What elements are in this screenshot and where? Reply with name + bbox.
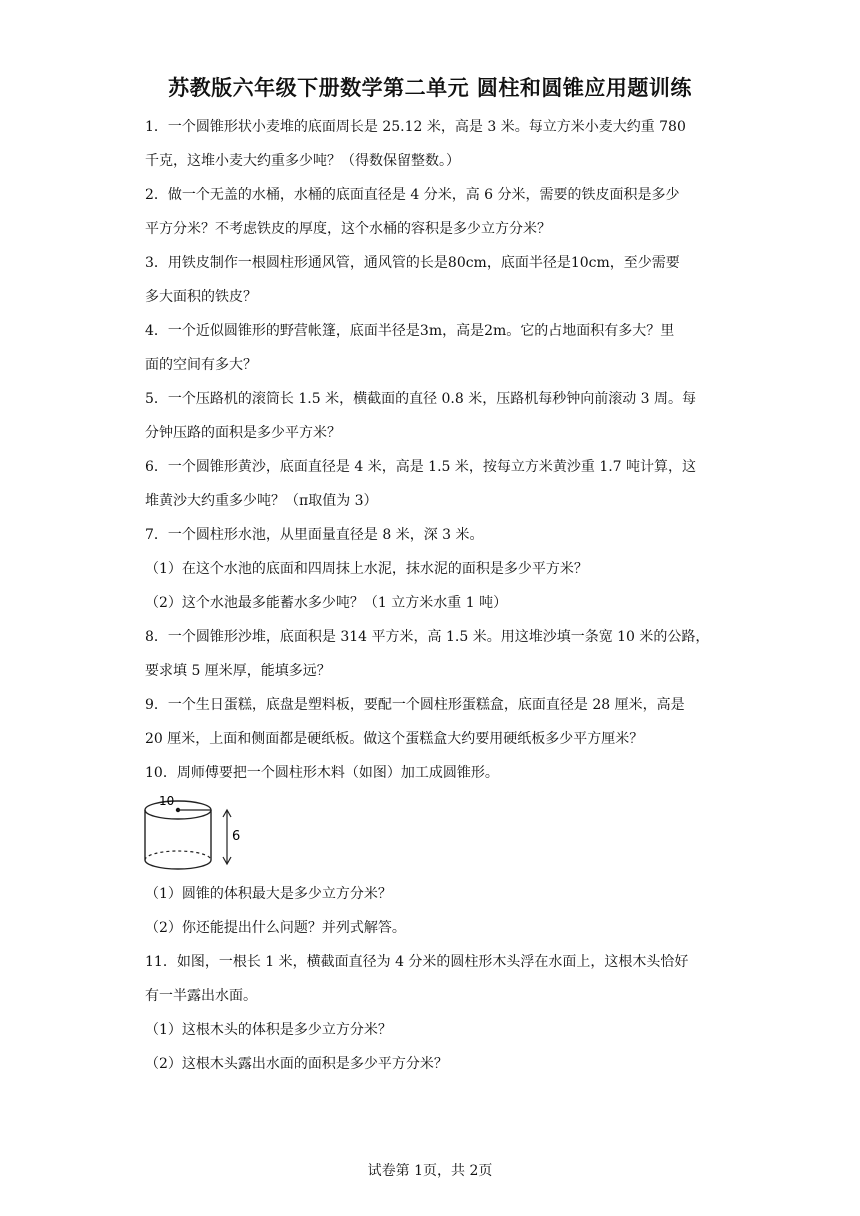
question-8-line-2: 要求填 5 厘米厚，能填多远？ — [145, 663, 331, 679]
question-8-line-1: 8．一个圆锥形沙堆，底面积是 314 平方米，高 1.5 米。用这堆沙填一条宽 10 米的公路， — [145, 629, 710, 645]
question-11-line-2: 有一半露出水面。 — [145, 988, 257, 1004]
question-1-line-2: 千克，这堆小麦大约重多少吨？（得数保留整数。） — [145, 153, 460, 169]
question-6-line-2: 堆黄沙大约重多少吨？（π取值为 3） — [145, 493, 378, 509]
question-6-line-1: 6．一个圆锥形黄沙，底面直径是 4 米，高是 1.5 米，按每立方米黄沙重 1.7 吨计算，这 — [145, 459, 697, 475]
question-11-part-2: （2）这根木头露出水面的面积是多少平方分米？ — [145, 1056, 448, 1072]
cylinder-bottom-back-dashed — [145, 851, 211, 860]
cylinder-figure — [140, 790, 250, 874]
question-10-line-1: 10．周师傅要把一个圆柱形木料（如图）加工成圆锥形。 — [145, 765, 499, 781]
page-footer: 试卷第 1页，共 2页 — [367, 1163, 493, 1179]
question-11-part-1: （1）这根木头的体积是多少立方分米？ — [145, 1022, 392, 1038]
question-7-part-1: （1）在这个水池的底面和四周抹上水泥，抹水泥的面积是多少平方米？ — [145, 561, 588, 577]
question-9-line-1: 9．一个生日蛋糕，底盘是塑料板，要配一个圆柱形蛋糕盒，底面直径是 28 厘米，高是 — [145, 697, 685, 713]
question-7-line-1: 7．一个圆柱形水池，从里面量直径是 8 米，深 3 米。 — [145, 527, 484, 543]
cylinder-bottom-front — [145, 860, 211, 869]
question-5-line-1: 5．一个压路机的滚筒长 1.5 米，横截面的直径 0.8 米，压路机每秒钟向前滚动 3 周。每 — [145, 391, 697, 407]
question-3-line-2: 多大面积的铁皮？ — [145, 289, 257, 305]
question-10-part-2: （2）你还能提出什么问题？并列式解答。 — [145, 920, 406, 936]
question-4-line-2: 面的空间有多大？ — [145, 357, 257, 373]
question-2-line-2: 平方分米？不考虑铁皮的厚度，这个水桶的容积是多少立方分米？ — [145, 221, 551, 237]
question-5-line-2: 分钟压路的面积是多少平方米？ — [145, 425, 341, 441]
question-3-line-1: 3．用铁皮制作一根圆柱形通风管，通风管的长是80cm，底面半径是10cm，至少需要 — [145, 255, 680, 271]
question-11-line-1: 11．如图，一根长 1 米，横截面直径为 4 分米的圆柱形木头浮在水面上，这根木头恰好 — [145, 954, 689, 970]
radius-label: 10 — [159, 794, 175, 808]
question-9-line-2: 20 厘米，上面和侧面都是硬纸板。做这个蛋糕盒大约要用硬纸板多少平方厘米？ — [145, 731, 644, 747]
question-1-line-1: 1．一个圆锥形状小麦堆的底面周长是 25.12 米，高是 3 米。每立方米小麦大约重 780 — [145, 119, 686, 135]
question-10-part-1: （1）圆锥的体积最大是多少立方分米？ — [145, 886, 392, 902]
page-title: 苏教版六年级下册数学第二单元 圆柱和圆锥应用题训练 — [168, 76, 692, 100]
question-7-part-2: （2）这个水池最多能蓄水多少吨？（1 立方米水重 1 吨） — [145, 595, 508, 611]
question-2-line-1: 2．做一个无盖的水桶，水桶的底面直径是 4 分米，高 6 分米，需要的铁皮面积是多少 — [145, 187, 680, 203]
question-4-line-1: 4．一个近似圆锥形的野营帐篷，底面半径是3m，高是2m。它的占地面积有多大？里 — [145, 323, 675, 339]
height-label: 6 — [232, 829, 241, 844]
